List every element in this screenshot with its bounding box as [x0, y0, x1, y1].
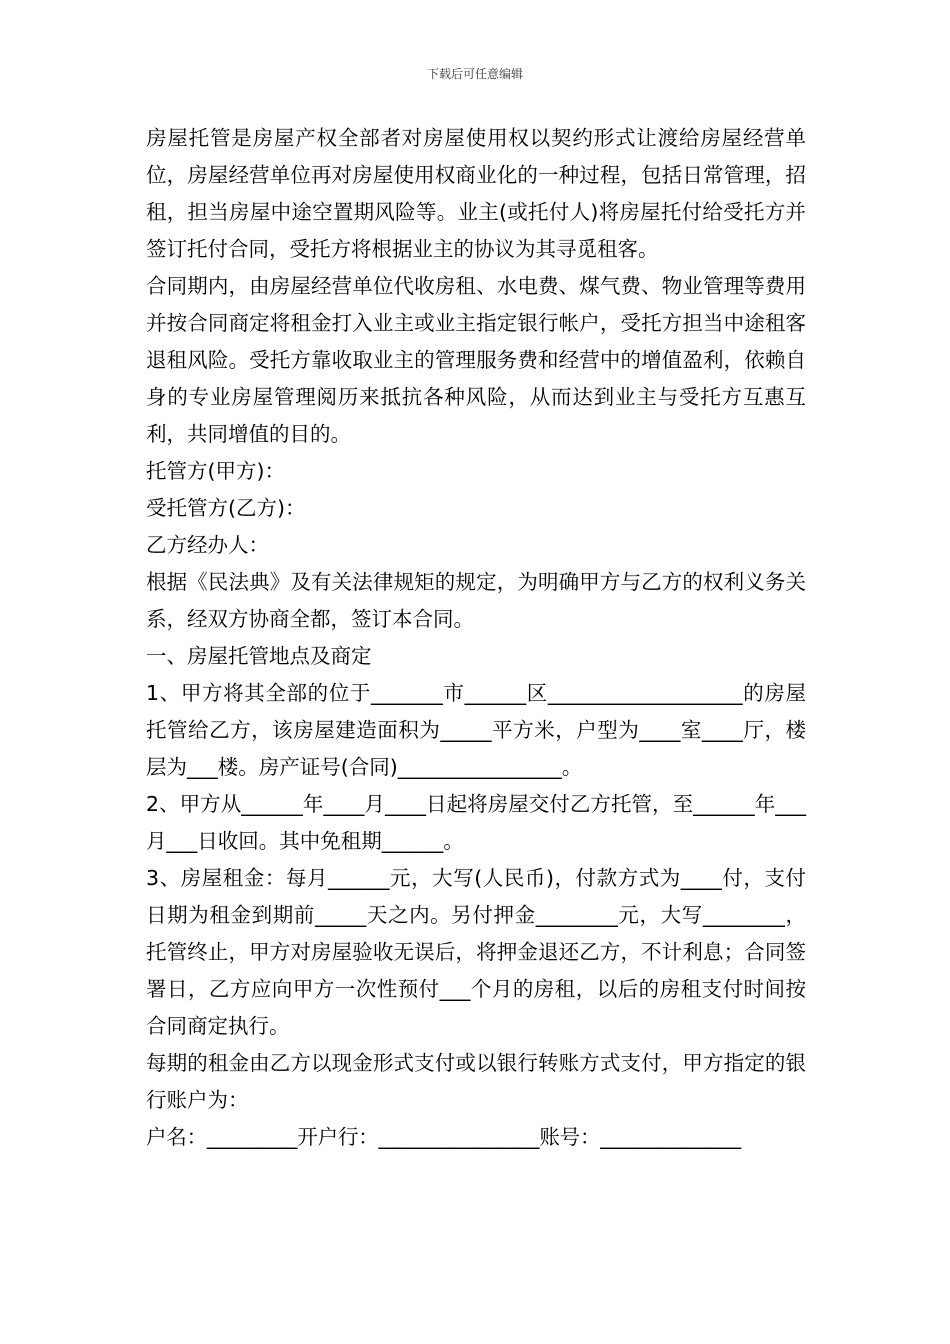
party-a-label: 托管方(甲方)： — [146, 459, 285, 483]
page-header-note: 下载后可任意编辑 — [426, 67, 523, 81]
party-b-agent-label: 乙方经办人： — [146, 533, 269, 557]
contract-body — [146, 120, 806, 1156]
section-heading-1: 一、房屋托管地点及商定 — [146, 644, 372, 668]
clause-1-location: 1、甲方将其全部的位于_______市______区___________________的房屋托管给乙方，该房屋建造面积为_____平方米，户型为____室____厅，楼层为___楼。房产证号(合同)________________。 — [146, 681, 806, 779]
paragraph-contract-period: 合同期内，由房屋经营单位代收房租、水电费、煤气费、物业管理等费用并按合同商定将租金打入业主或业主指定银行帐户，受托方担当中途租客退租风险。受托方靠收取业主的管理服务费和经营中的增值盈利，依赖自身的专业房屋管理阅历来抵抗各种风险，从而达到业主与受托方互惠互利，共同增值的目的。 — [146, 274, 806, 446]
paragraph-payment-method: 每期的租金由乙方以现金形式支付或以银行转账方式支付，甲方指定的银行账户为： — [146, 1051, 806, 1112]
party-b-label: 受托管方(乙方)： — [146, 496, 306, 520]
clause-3-rent: 3、房屋租金：每月______元，大写(人民币)，付款方式为____付，支付日期为租金到期前_____天之内。另付押金________元，大写________，托管终止，甲方对房屋验收无误后，将押金退还乙方，不计利息；合同签署日，乙方应向甲方一次性预付___个月的房租，以后的房租支付时间按合同商定执行。 — [146, 866, 806, 1038]
bank-account-line: 户名：_________开户行：________________账号：______________ — [146, 1125, 741, 1149]
paragraph-intro: 房屋托管是房屋产权全部者对房屋使用权以契约形式让渡给房屋经营单位，房屋经营单位再对房屋使用权商业化的一种过程，包括日常管理，招租，担当房屋中途空置期风险等。业主(或托付人)将房屋托付给受托方并签订托付合同，受托方将根据业主的协议为其寻觅租客。 — [146, 126, 806, 261]
clause-2-period: 2、甲方从______年____月____日起将房屋交付乙方托管，至______年___月___日收回。其中免租期______。 — [146, 792, 806, 853]
paragraph-legal-basis: 根据《民法典》及有关法律规矩的规定，为明确甲方与乙方的权利义务关系，经双方协商全都，签订本合同。 — [146, 570, 806, 631]
